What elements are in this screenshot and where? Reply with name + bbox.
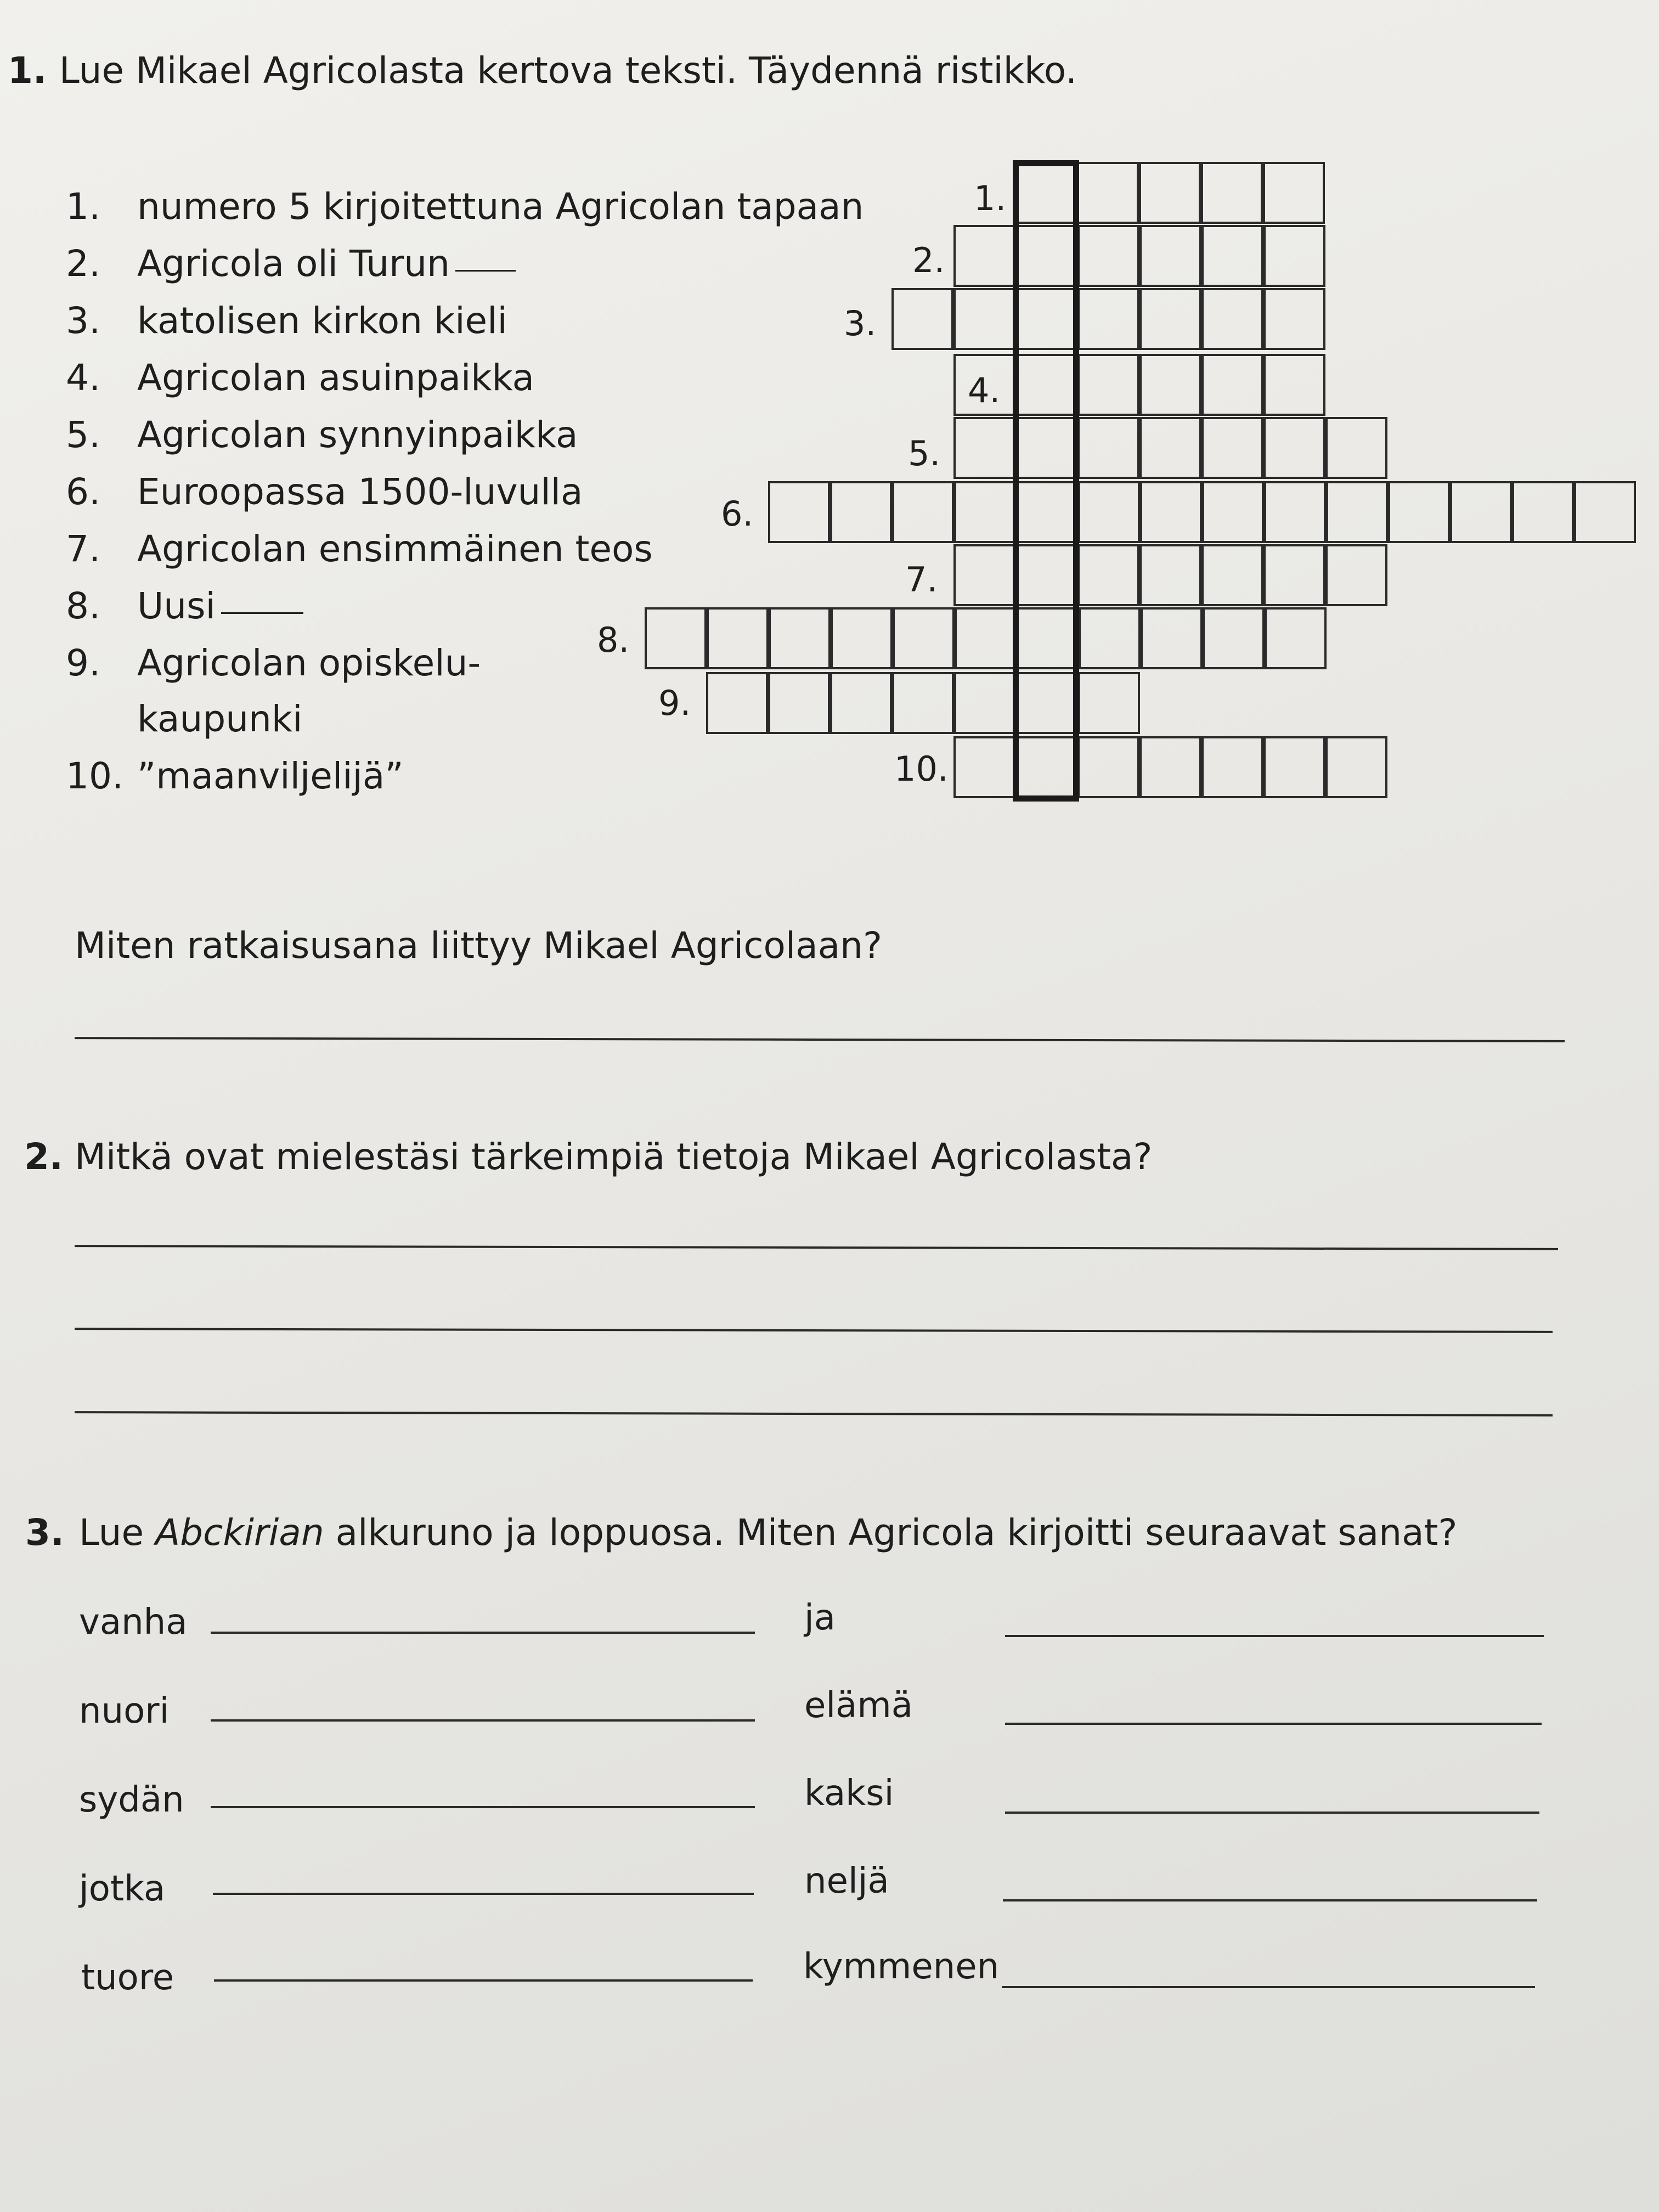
clue-blank: [455, 242, 516, 272]
word-answer-line[interactable]: [214, 1979, 753, 1982]
word-right: kaksi: [804, 1773, 894, 1814]
answer-line[interactable]: [75, 1245, 1558, 1250]
row-label-2: 2.: [912, 240, 945, 280]
crossword-cell[interactable]: [1139, 162, 1201, 224]
clue-number: 3.: [66, 300, 100, 342]
clue-text: ”maanviljelijä”: [137, 755, 404, 797]
crossword-cell[interactable]: [1077, 417, 1139, 479]
clue-text: Agricolan ensimmäinen teos: [137, 528, 653, 570]
crossword-cell[interactable]: [953, 288, 1015, 350]
crossword-cell[interactable]: [1574, 481, 1636, 543]
crossword-cell[interactable]: [1077, 225, 1139, 287]
crossword-cell[interactable]: [1325, 417, 1387, 479]
word-answer-line[interactable]: [211, 1632, 755, 1634]
word-answer-line[interactable]: [211, 1719, 755, 1722]
instruction-start: Lue: [79, 1511, 156, 1554]
crossword-cell[interactable]: [1201, 736, 1263, 798]
answer-line[interactable]: [75, 1037, 1565, 1042]
crossword-cell[interactable]: [955, 607, 1017, 669]
crossword-cell[interactable]: [1201, 544, 1263, 606]
task1-question: Miten ratkaisusana liittyy Mikael Agricolaan?: [75, 924, 883, 967]
clue-5: [66, 414, 578, 456]
clue-text: kaupunki: [137, 698, 303, 740]
clue-number: 9.: [66, 642, 100, 684]
row-label-3: 3.: [844, 303, 877, 343]
book-title: Abckirian: [155, 1511, 324, 1554]
clue-number: 7.: [66, 528, 100, 570]
clue-2: [66, 242, 516, 285]
crossword-cell[interactable]: [1203, 607, 1265, 669]
crossword-cell[interactable]: [1201, 417, 1263, 479]
word-answer-line[interactable]: [1005, 1812, 1539, 1814]
crossword-cell[interactable]: [1512, 481, 1574, 543]
task3-instruction: [79, 1511, 1457, 1554]
crossword-cell[interactable]: [1201, 354, 1263, 416]
crossword-cell[interactable]: [830, 481, 892, 543]
crossword-cell[interactable]: [1450, 481, 1512, 543]
crossword-cell[interactable]: [953, 354, 1015, 416]
crossword-cell[interactable]: [1077, 544, 1139, 606]
word-answer-line[interactable]: [213, 1893, 754, 1895]
clue-blank: [221, 585, 303, 614]
crossword-cell[interactable]: [706, 672, 768, 734]
crossword-cell[interactable]: [953, 225, 1015, 287]
crossword-cell[interactable]: [707, 607, 769, 669]
clue-10: [66, 755, 404, 797]
word-right: ja: [804, 1598, 836, 1638]
clue-text: Agricolan asuinpaikka: [137, 357, 535, 399]
crossword-cell[interactable]: [1139, 354, 1201, 416]
clue-9-continued: [66, 698, 302, 740]
clue-number: 2.: [66, 242, 100, 285]
task1-number: 1.: [8, 49, 47, 92]
word-right: elämä: [804, 1685, 913, 1726]
clue-text: numero 5 kirjoitettuna Agricolan tapaan: [137, 185, 864, 228]
crossword-cell[interactable]: [953, 736, 1015, 798]
row-label-8: 8.: [597, 620, 630, 660]
clue-text: katolisen kirkon kieli: [137, 300, 507, 342]
crossword-cell[interactable]: [1139, 736, 1201, 798]
word-left: nuori: [79, 1691, 170, 1731]
clue-3: [66, 300, 507, 342]
crossword-cell[interactable]: [892, 672, 954, 734]
crossword-cell[interactable]: [891, 288, 953, 350]
row-label-1: 1.: [974, 178, 1007, 218]
clue-number: 6.: [66, 471, 100, 513]
clue-9: [66, 642, 481, 684]
word-answer-line[interactable]: [1005, 1723, 1542, 1725]
clue-text: Agricolan synnyinpaikka: [137, 414, 578, 456]
crossword-cell[interactable]: [1263, 417, 1325, 479]
crossword-cell[interactable]: [1265, 607, 1327, 669]
crossword-cell[interactable]: [1263, 162, 1325, 224]
crossword-cell[interactable]: [1078, 481, 1140, 543]
clue-text: Euroopassa 1500-luvulla: [137, 471, 583, 513]
crossword-cell[interactable]: [1263, 544, 1325, 606]
clue-6: [66, 471, 583, 513]
crossword-cell[interactable]: [645, 607, 707, 669]
row-label-7: 7.: [905, 560, 938, 600]
task3-number: 3.: [25, 1511, 64, 1554]
crossword-cell[interactable]: [1139, 288, 1201, 350]
crossword-cell[interactable]: [1264, 481, 1326, 543]
crossword-cell[interactable]: [1077, 288, 1139, 350]
word-answer-line[interactable]: [1003, 1899, 1537, 1901]
clue-text: Uusi: [137, 585, 216, 627]
crossword-cell[interactable]: [1139, 544, 1201, 606]
clue-number: 1.: [66, 185, 100, 228]
clue-number: 4.: [66, 357, 100, 399]
crossword-cell[interactable]: [1201, 288, 1263, 350]
row-label-9: 9.: [658, 683, 691, 723]
word-right: kymmenen: [803, 1946, 1000, 1987]
word-left: vanha: [79, 1602, 188, 1643]
clue-8: [66, 585, 303, 627]
clue-7: [66, 528, 653, 570]
crossword-cell[interactable]: [1325, 736, 1387, 798]
clue-1: [66, 185, 864, 228]
crossword-cell[interactable]: [1139, 417, 1201, 479]
crossword-cell[interactable]: [1077, 162, 1139, 224]
crossword-cell[interactable]: [892, 481, 954, 543]
crossword-cell[interactable]: [768, 481, 830, 543]
crossword-cell[interactable]: [954, 481, 1016, 543]
crossword-cell[interactable]: [1325, 544, 1387, 606]
row-label-6: 6.: [721, 494, 754, 534]
word-left: jotka: [79, 1869, 166, 1909]
crossword-cell[interactable]: [1077, 354, 1139, 416]
crossword-cell[interactable]: [1141, 607, 1203, 669]
clue-number: 10.: [66, 755, 123, 797]
crossword-cell[interactable]: [769, 607, 831, 669]
crossword-cell[interactable]: [954, 672, 1016, 734]
word-answer-line[interactable]: [1005, 1635, 1544, 1637]
row-label-4: 4.: [968, 370, 1001, 410]
crossword-cell[interactable]: [893, 607, 955, 669]
crossword-cell[interactable]: [1201, 162, 1263, 224]
word-left: sydän: [79, 1780, 184, 1820]
clue-number: 5.: [66, 414, 100, 456]
word-answer-line[interactable]: [211, 1806, 755, 1808]
solution-column: [1013, 160, 1079, 802]
task2-question: Mitkä ovat mielestäsi tärkeimpiä tietoja Mikael Agricolasta?: [75, 1136, 1153, 1178]
crossword-cell[interactable]: [1139, 225, 1201, 287]
clue-number: [66, 698, 137, 740]
task2-number: 2.: [24, 1136, 63, 1178]
crossword-cell[interactable]: [1263, 225, 1325, 287]
row-label-10: 10.: [894, 749, 949, 789]
row-label-5: 5.: [908, 433, 941, 473]
clue-number: 8.: [66, 585, 100, 627]
instruction-end: alkuruno ja loppuosa. Miten Agricola kirjoitti seuraavat sanat?: [324, 1511, 1458, 1554]
crossword-cell[interactable]: [831, 607, 893, 669]
crossword-cell[interactable]: [953, 417, 1015, 479]
clue-4: [66, 357, 534, 399]
crossword-cell[interactable]: [1326, 481, 1388, 543]
crossword-cell[interactable]: [1388, 481, 1450, 543]
task1-instruction: Lue Mikael Agricolasta kertova teksti. Täydennä ristikko.: [59, 49, 1077, 92]
crossword-cell[interactable]: [1079, 607, 1141, 669]
word-left: tuore: [81, 1957, 174, 1998]
clue-text: Agricola oli Turun: [137, 242, 450, 285]
crossword-cell[interactable]: [1263, 736, 1325, 798]
answer-line[interactable]: [75, 1328, 1553, 1333]
answer-line[interactable]: [75, 1411, 1553, 1417]
crossword-cell[interactable]: [768, 672, 830, 734]
crossword-cell[interactable]: [953, 544, 1015, 606]
crossword-cell[interactable]: [830, 672, 892, 734]
clue-text: Agricolan opiskelu-: [137, 642, 481, 684]
word-answer-line[interactable]: [1002, 1986, 1535, 1988]
crossword-cell[interactable]: [1078, 672, 1140, 734]
crossword-cell[interactable]: [1140, 481, 1202, 543]
word-right: neljä: [804, 1861, 889, 1901]
crossword-cell[interactable]: [1201, 225, 1263, 287]
crossword-cell[interactable]: [1077, 736, 1139, 798]
crossword-cell[interactable]: [1263, 354, 1325, 416]
crossword-cell[interactable]: [1263, 288, 1325, 350]
crossword-cell[interactable]: [1202, 481, 1264, 543]
